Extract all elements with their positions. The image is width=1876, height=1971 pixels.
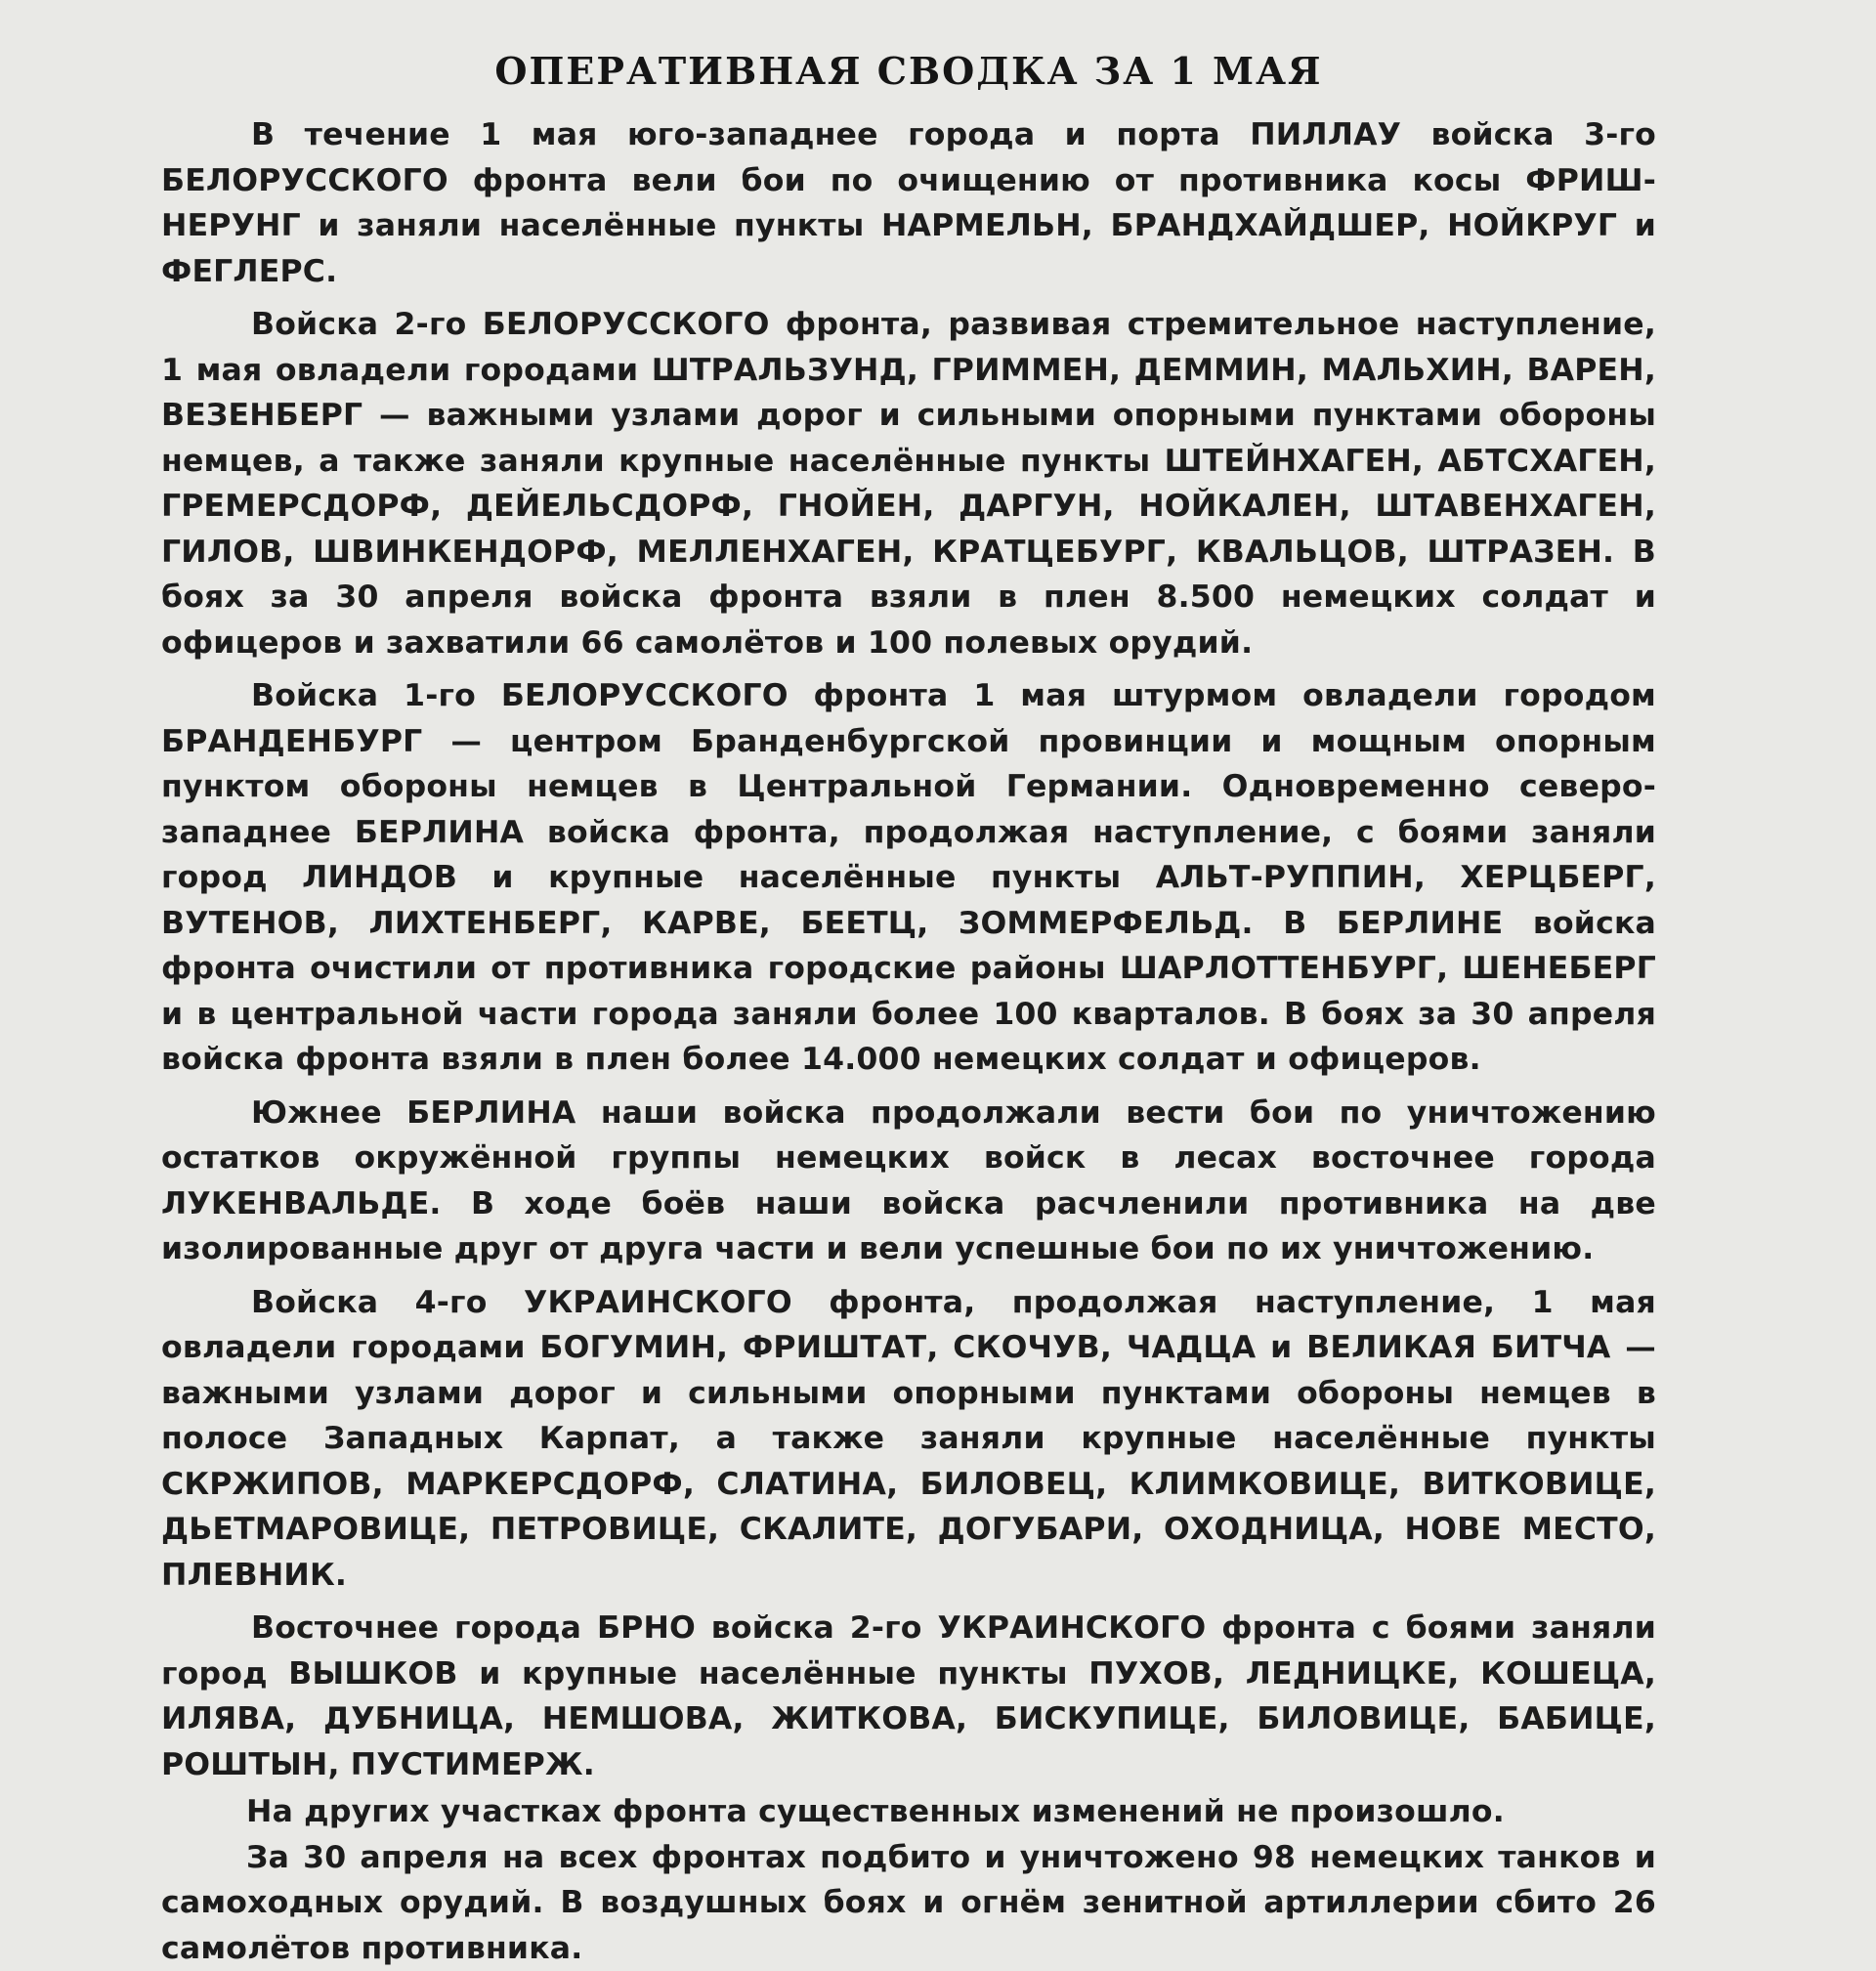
paragraph-2nd-belorussian: Войска 2-го БЕЛОРУССКОГО фронта, развивая стремительное наступление, 1 мая овладели городами ШТРАЛЬЗУНД, ГРИММЕН, ДЕММИН, МАЛЬХИН, ВАРЕН, ВЕЗЕНБЕРГ — важными узлами дорог и сильными опорными пунктами обороны немцев, а также заняли крупные населённые пункты ШТЕЙНХАГЕН, АБТСХАГЕН, ГРЕМЕРСДОРФ, ДЕЙЕЛЬСДОРФ, ГНОЙЕН, ДАРГУН, НОЙКАЛЕН, ШТАВЕНХАГЕН, ГИЛОВ, ШВИНКЕНДОРФ, МЕЛЛЕНХАГЕН, КРАТЦЕБУРГ, КВАЛЬЦОВ, ШТРАЗЕН. В боях за 30 апреля войска фронта взяли в плен 8.500 немецких солдат и офицеров и захватили 66 самолётов и 100 полевых орудий. bbox=[161, 302, 1656, 665]
paragraph-1st-belorussian: Войска 1-го БЕЛОРУССКОГО фронта 1 мая штурмом овладели городом БРАНДЕНБУРГ — центром Бранденбургской провинции и мощным опорным пунктом обороны немцев в Центральной Германии. Одновременно северо-западнее БЕРЛИНА войска фронта, продолжая наступление, с боями заняли город ЛИНДОВ и крупные населённые пункты АЛЬТ-РУППИН, ХЕРЦБЕРГ, ВУТЕНОВ, ЛИХТЕНБЕРГ, КАРВЕ, БЕЕТЦ, ЗОММЕРФЕЛЬД. В БЕРЛИНЕ войска фронта очистили от противника городские районы ШАРЛОТТЕНБУРГ, ШЕНЕБЕРГ и в центральной части города заняли более 100 кварталов. В боях за 30 апреля войска фронта взяли в плен более 14.000 немецких солдат и офицеров. bbox=[161, 673, 1656, 1083]
paragraph-2nd-ukrainian: Восточнее города БРНО войска 2-го УКРАИНСКОГО фронта с боями заняли город ВЫШКОВ и крупные населённые пункты ПУХОВ, ЛЕДНИЦКЕ, КОШЕЦА, ИЛЯВА, ДУБНИЦА, НЕМШОВА, ЖИТКОВА, БИСКУПИЦЕ, БИЛОВИЦЕ, БАБИЦЕ, РОШТЫН, ПУСТИМЕРЖ. bbox=[161, 1606, 1656, 1787]
paragraph-4th-ukrainian: Войска 4-го УКРАИНСКОГО фронта, продолжая наступление, 1 мая овладели городами БОГУМИН, ФРИШТАТ, СКОЧУВ, ЧАДЦА и ВЕЛИКАЯ БИТЧА — важными узлами дорог и сильными опорными пунктами обороны немцев в полосе Западных Карпат, а также заняли крупные населённые пункты СКРЖИПОВ, МАРКЕРСДОРФ, СЛАТИНА, БИЛОВЕЦ, КЛИМКОВИЦЕ, ВИТКОВИЦЕ, ДЬЕТМАРОВИЦЕ, ПЕТРОВИЦЕ, СКАЛИТЕ, ДОГУБАРИ, ОХОДНИЦА, НОВЕ МЕСТО, ПЛЕВНИК. bbox=[161, 1280, 1656, 1599]
page-title: ОПЕРАТИВНАЯ СВОДКА ЗА 1 МАЯ bbox=[161, 49, 1656, 93]
paragraph-pillau: В течение 1 мая юго-западнее города и порта ПИЛЛАУ войска 3-го БЕЛОРУССКОГО фронта вели бои по очищению от противника косы ФРИШ-НЕРУНГ и заняли населённые пункты НАРМЕЛЬН, БРАНДХАЙДШЕР, НОЙКРУГ и ФЕГЛЕРС. bbox=[161, 112, 1656, 294]
paragraph-south-of-berlin: Южнее БЕРЛИНА наши войска продолжали вести бои по уничтожению остатков окружённой группы немецких войск в лесах восточнее города ЛУКЕНВАЛЬДЕ. В ходе боёв наши войска расчленили противника на две изолированные друг от друга части и вели успешные бои по их уничтожению. bbox=[161, 1091, 1656, 1272]
paragraph-other-sectors: На других участках фронта существенных изменений не произошло. bbox=[161, 1789, 1656, 1835]
paragraph-tanks-aircraft: За 30 апреля на всех фронтах подбито и уничтожено 98 немецких танков и самоходных орудий. В воздушных боях и огнём зенитной артиллерии сбито 26 самолётов противника. bbox=[161, 1835, 1656, 1971]
document-page bbox=[161, 49, 1656, 1971]
